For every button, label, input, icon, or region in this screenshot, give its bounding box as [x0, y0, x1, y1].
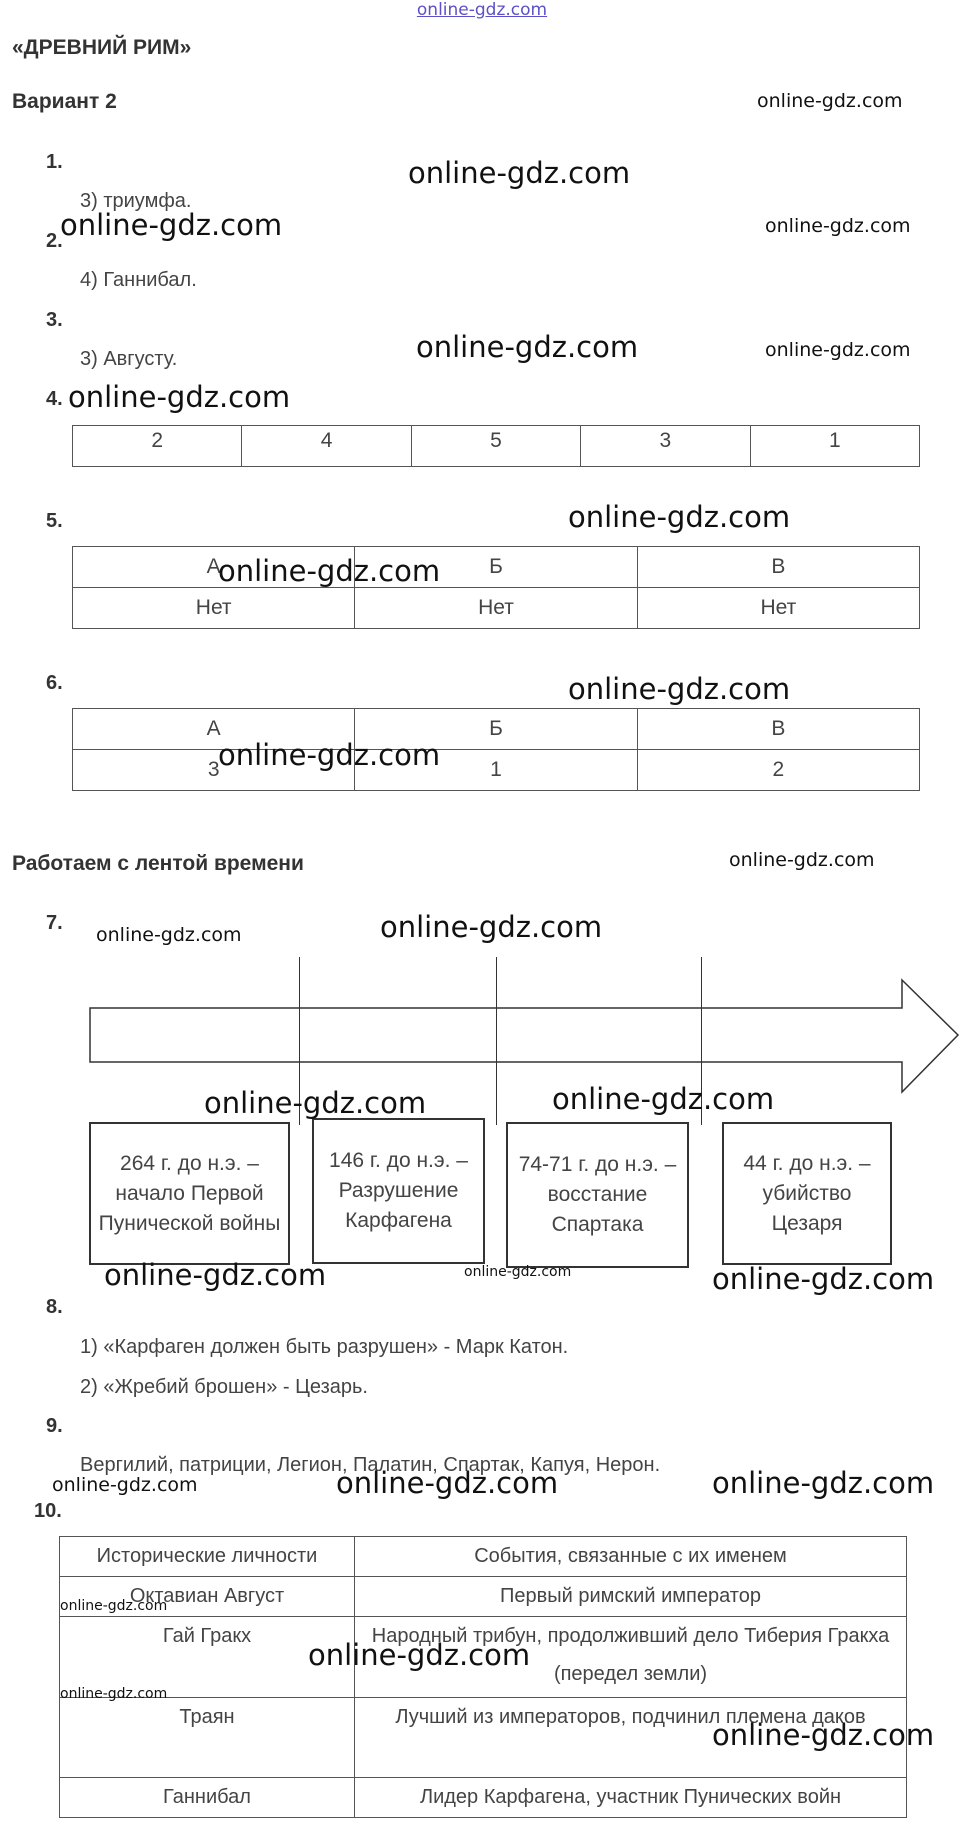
question-8-answer: 2) «Жребий брошен» - Цезарь.	[80, 1376, 368, 1398]
watermark: online-gdz.com	[729, 849, 875, 871]
watermark: online-gdz.com	[765, 339, 911, 361]
q6-value: 1	[355, 750, 637, 791]
watermark: online-gdz.com	[712, 1262, 935, 1296]
timeline-event-box: 74-71 г. до н.э. – восстание Спартака	[506, 1122, 689, 1268]
watermark: online-gdz.com	[60, 1686, 168, 1702]
q6-header: Б	[355, 709, 637, 750]
q4-cell: 4	[242, 426, 411, 467]
timeline-section-heading: Работаем с лентой времени	[12, 852, 304, 875]
watermark: online-gdz.com	[96, 924, 242, 946]
timeline-tick	[496, 957, 497, 1125]
watermark: online-gdz.com	[568, 672, 791, 706]
watermark: online-gdz.com	[408, 156, 631, 190]
watermark: online-gdz.com	[757, 90, 903, 112]
watermark: online-gdz.com	[218, 738, 441, 772]
watermark: online-gdz.com	[712, 1466, 935, 1500]
q4-cell: 3	[581, 426, 750, 467]
question-5-number: 5.	[46, 510, 63, 532]
q4-cell: 1	[750, 426, 919, 467]
timeline-event-box: 44 г. до н.э. – убийство Цезаря	[722, 1122, 892, 1265]
question-4-table	[72, 425, 920, 467]
question-6-table	[72, 708, 920, 791]
watermark: online-gdz.com	[552, 1082, 775, 1116]
q10-person: Ганнибал	[60, 1778, 355, 1818]
q4-cell: 2	[73, 426, 242, 467]
watermark: online-gdz.com	[204, 1086, 427, 1120]
question-10-number: 10.	[34, 1500, 62, 1522]
watermark: online-gdz.com	[68, 380, 291, 414]
q4-cell: 5	[411, 426, 580, 467]
watermark: online-gdz.com	[104, 1258, 327, 1292]
watermark: online-gdz.com	[765, 215, 911, 237]
q6-header: А	[73, 709, 355, 750]
watermark: online-gdz.com	[218, 554, 441, 588]
q10-person: Октавиан Август	[60, 1577, 355, 1617]
q10-header: События, связанные с их именем	[355, 1537, 907, 1577]
q10-header: Исторические личности	[60, 1537, 355, 1577]
question-9-number: 9.	[46, 1415, 63, 1437]
q10-person: Гай Гракх	[60, 1617, 355, 1698]
watermark: online-gdz.com	[336, 1466, 559, 1500]
q5-header: Б	[355, 547, 637, 588]
question-8-number: 8.	[46, 1296, 63, 1318]
question-6-number: 6.	[46, 672, 63, 694]
q10-event: Лидер Карфагена, участник Пунических войн	[355, 1778, 907, 1818]
timeline-event-box: 264 г. до н.э. – начало Первой Пунической войны	[89, 1122, 290, 1265]
q5-value: Нет	[355, 588, 637, 629]
watermark: online-gdz.com	[416, 330, 639, 364]
question-3-answer: 3) Августу.	[80, 348, 178, 370]
q6-header: В	[637, 709, 919, 750]
question-1-number: 1.	[46, 151, 63, 173]
q6-value: 3	[73, 750, 355, 791]
q10-event: Первый римский император	[355, 1577, 907, 1617]
question-1-answer: 3) триумфа.	[80, 190, 192, 212]
watermark: online-gdz.com	[308, 1638, 531, 1672]
watermark: online-gdz.com	[60, 208, 283, 242]
question-2-number: 2.	[46, 230, 63, 252]
q6-value: 2	[637, 750, 919, 791]
watermark: online-gdz.com	[380, 910, 603, 944]
question-3-number: 3.	[46, 309, 63, 331]
question-4-number: 4.	[46, 388, 63, 410]
page-title: «ДРЕВНИЙ РИМ»	[12, 36, 192, 59]
q10-event: Народный трибун, продолживший дело Тиберия Гракха (передел земли)	[355, 1617, 907, 1698]
q5-header: В	[637, 547, 919, 588]
watermark: online-gdz.com	[52, 1474, 198, 1496]
variant-heading: Вариант 2	[12, 90, 117, 113]
q5-value: Нет	[637, 588, 919, 629]
question-8-answer: 1) «Карфаген должен быть разрушен» - Марк Катон.	[80, 1336, 569, 1358]
top-watermark-link[interactable]: online-gdz.com	[416, 0, 548, 20]
q5-header: А	[73, 547, 355, 588]
question-5-table	[72, 546, 920, 629]
question-7-number: 7.	[46, 912, 63, 934]
timeline-arrow	[0, 950, 964, 1100]
watermark: online-gdz.com	[568, 500, 791, 534]
watermark: online-gdz.com	[60, 1598, 168, 1614]
question-10-table	[59, 1536, 907, 1818]
q5-value: Нет	[73, 588, 355, 629]
question-9-answer: Вергилий, патриции, Легион, Палатин, Спартак, Капуя, Нерон.	[80, 1454, 661, 1476]
question-2-answer: 4) Ганнибал.	[80, 269, 197, 291]
watermark: online-gdz.com	[464, 1264, 572, 1280]
timeline-event-box: 146 г. до н.э. – Разрушение Карфагена	[312, 1118, 485, 1264]
q10-event: Лучший из императоров, подчинил племена даков	[355, 1698, 907, 1778]
q10-person: Траян	[60, 1698, 355, 1778]
watermark: online-gdz.com	[712, 1718, 935, 1752]
